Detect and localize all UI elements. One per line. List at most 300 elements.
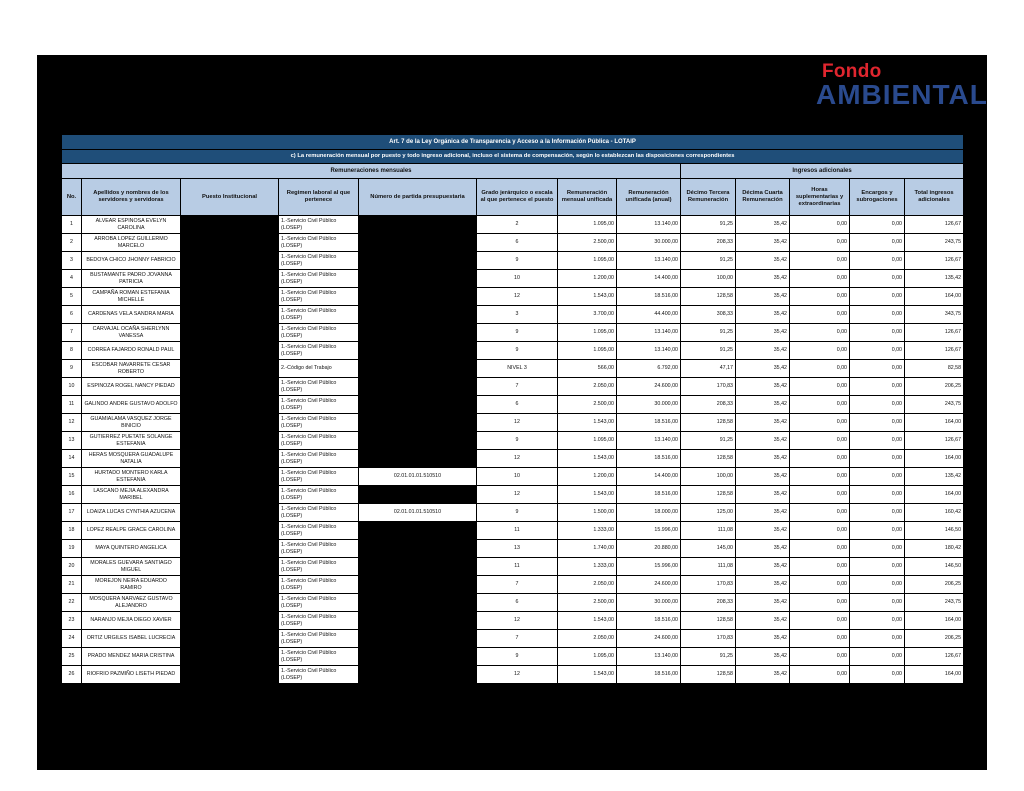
cell-puesto bbox=[181, 522, 279, 540]
cell-decimo-cuarta: 35,42 bbox=[736, 486, 790, 504]
cell-puesto bbox=[181, 234, 279, 252]
cell-grado: 11 bbox=[477, 522, 558, 540]
cell-total: 180,42 bbox=[905, 540, 964, 558]
cell-no: 8 bbox=[62, 342, 82, 360]
cell-puesto bbox=[181, 558, 279, 576]
cell-regimen: 1.-Servicio Civil Público (LOSEP) bbox=[279, 252, 359, 270]
cell-no: 25 bbox=[62, 648, 82, 666]
cell-partida bbox=[359, 450, 477, 468]
cell-rmu: 1.095,00 bbox=[558, 324, 617, 342]
cell-total: 126,67 bbox=[905, 648, 964, 666]
table-row bbox=[62, 450, 964, 468]
cell-no: 9 bbox=[62, 360, 82, 378]
cell-encargos: 0,00 bbox=[850, 486, 905, 504]
cell-grado: 11 bbox=[477, 558, 558, 576]
cell-rmu: 1.543,00 bbox=[558, 450, 617, 468]
cell-grado: 7 bbox=[477, 630, 558, 648]
cell-partida bbox=[359, 558, 477, 576]
section-ingresos: Ingresos adicionales bbox=[681, 164, 964, 179]
cell-encargos: 0,00 bbox=[850, 612, 905, 630]
cell-total: 343,75 bbox=[905, 306, 964, 324]
cell-partida bbox=[359, 234, 477, 252]
cell-rmu: 2.050,00 bbox=[558, 630, 617, 648]
cell-puesto bbox=[181, 504, 279, 522]
cell-encargos: 0,00 bbox=[850, 396, 905, 414]
cell-decimo-tercera: 208,33 bbox=[681, 396, 736, 414]
cell-horas-extra: 0,00 bbox=[790, 234, 850, 252]
cell-regimen: 1.-Servicio Civil Público (LOSEP) bbox=[279, 378, 359, 396]
cell-nombre: LASCANO MEJIA ALEXANDRA MARIBEL bbox=[82, 486, 181, 504]
cell-decimo-tercera: 91,25 bbox=[681, 648, 736, 666]
cell-total: 206,25 bbox=[905, 378, 964, 396]
cell-total: 126,67 bbox=[905, 216, 964, 234]
cell-partida bbox=[359, 432, 477, 450]
cell-decimo-cuarta: 35,42 bbox=[736, 324, 790, 342]
cell-no: 15 bbox=[62, 468, 82, 486]
cell-decimo-tercera: 91,25 bbox=[681, 324, 736, 342]
cell-no: 11 bbox=[62, 396, 82, 414]
cell-decimo-cuarta: 35,42 bbox=[736, 468, 790, 486]
cell-total: 126,67 bbox=[905, 432, 964, 450]
cell-decimo-tercera: 100,00 bbox=[681, 468, 736, 486]
cell-rmu: 1.543,00 bbox=[558, 414, 617, 432]
cell-grado: 7 bbox=[477, 378, 558, 396]
cell-puesto bbox=[181, 378, 279, 396]
cell-grado: 12 bbox=[477, 612, 558, 630]
cell-decimo-tercera: 308,33 bbox=[681, 306, 736, 324]
cell-decimo-cuarta: 35,42 bbox=[736, 252, 790, 270]
cell-puesto bbox=[181, 306, 279, 324]
cell-regimen: 1.-Servicio Civil Público (LOSEP) bbox=[279, 558, 359, 576]
cell-grado: 3 bbox=[477, 306, 558, 324]
cell-nombre: ALVEAR ESPINOSA EVELYN CAROLINA bbox=[82, 216, 181, 234]
table-row bbox=[62, 360, 964, 378]
cell-decimo-tercera: 91,25 bbox=[681, 216, 736, 234]
cell-partida bbox=[359, 396, 477, 414]
cell-partida bbox=[359, 666, 477, 684]
cell-rmu: 1.095,00 bbox=[558, 342, 617, 360]
cell-encargos: 0,00 bbox=[850, 576, 905, 594]
table-row bbox=[62, 306, 964, 324]
cell-total: 146,50 bbox=[905, 522, 964, 540]
cell-no: 22 bbox=[62, 594, 82, 612]
cell-horas-extra: 0,00 bbox=[790, 612, 850, 630]
cell-total: 243,75 bbox=[905, 594, 964, 612]
cell-rmu-anual: 13.140,00 bbox=[617, 252, 681, 270]
cell-regimen: 2.-Código del Trabajo bbox=[279, 360, 359, 378]
section-remuneraciones: Remuneraciones mensuales bbox=[62, 164, 681, 179]
cell-nombre: HERAS MOSQUERA GUADALUPE NATALIA bbox=[82, 450, 181, 468]
cell-nombre: GUTIERREZ PUETATE SOLANGE ESTEFANIA bbox=[82, 432, 181, 450]
cell-decimo-cuarta: 35,42 bbox=[736, 522, 790, 540]
cell-grado: 12 bbox=[477, 450, 558, 468]
cell-encargos: 0,00 bbox=[850, 522, 905, 540]
cell-nombre: MOSQUERA NARVAEZ GUSTAVO ALEJANDRO bbox=[82, 594, 181, 612]
cell-regimen: 1.-Servicio Civil Público (LOSEP) bbox=[279, 576, 359, 594]
cell-grado: 2 bbox=[477, 216, 558, 234]
cell-decimo-tercera: 91,25 bbox=[681, 252, 736, 270]
cell-nombre: LOPEZ REALPE GRACE CAROLINA bbox=[82, 522, 181, 540]
cell-regimen: 1.-Servicio Civil Público (LOSEP) bbox=[279, 648, 359, 666]
header-apellidos-nombres: Apellidos y nombres de los servidores y servidoras bbox=[82, 179, 181, 216]
cell-horas-extra: 0,00 bbox=[790, 306, 850, 324]
cell-regimen: 1.-Servicio Civil Público (LOSEP) bbox=[279, 342, 359, 360]
cell-rmu-anual: 24.600,00 bbox=[617, 630, 681, 648]
logo-line-2: AMBIENTAL bbox=[816, 79, 988, 110]
cell-nombre: ARROBA LOPEZ GUILLERMO MARCELO bbox=[82, 234, 181, 252]
cell-partida bbox=[359, 216, 477, 234]
cell-horas-extra: 0,00 bbox=[790, 252, 850, 270]
header-regimen: Regimen laboral al que pertenece bbox=[279, 179, 359, 216]
cell-total: 243,75 bbox=[905, 396, 964, 414]
cell-total: 126,67 bbox=[905, 324, 964, 342]
cell-decimo-tercera: 170,83 bbox=[681, 378, 736, 396]
cell-encargos: 0,00 bbox=[850, 270, 905, 288]
cell-total: 135,42 bbox=[905, 270, 964, 288]
table-row bbox=[62, 288, 964, 306]
cell-decimo-cuarta: 35,42 bbox=[736, 558, 790, 576]
cell-total: 206,25 bbox=[905, 630, 964, 648]
cell-decimo-tercera: 128,58 bbox=[681, 414, 736, 432]
cell-decimo-tercera: 170,83 bbox=[681, 576, 736, 594]
cell-puesto bbox=[181, 252, 279, 270]
cell-regimen: 1.-Servicio Civil Público (LOSEP) bbox=[279, 450, 359, 468]
cell-horas-extra: 0,00 bbox=[790, 576, 850, 594]
cell-total: 164,00 bbox=[905, 612, 964, 630]
cell-decimo-cuarta: 35,42 bbox=[736, 414, 790, 432]
cell-puesto bbox=[181, 432, 279, 450]
header-rmu-anual: Remuneración unificada (anual) bbox=[617, 179, 681, 216]
cell-grado: 12 bbox=[477, 288, 558, 306]
cell-regimen: 1.-Servicio Civil Público (LOSEP) bbox=[279, 540, 359, 558]
cell-decimo-tercera: 145,00 bbox=[681, 540, 736, 558]
cell-regimen: 1.-Servicio Civil Público (LOSEP) bbox=[279, 432, 359, 450]
cell-nombre: CAMPAÑA ROMAN ESTEFANIA MICHELLE bbox=[82, 288, 181, 306]
cell-grado: 9 bbox=[477, 252, 558, 270]
cell-rmu: 1.095,00 bbox=[558, 432, 617, 450]
cell-no: 6 bbox=[62, 306, 82, 324]
cell-horas-extra: 0,00 bbox=[790, 648, 850, 666]
cell-horas-extra: 0,00 bbox=[790, 540, 850, 558]
cell-horas-extra: 0,00 bbox=[790, 486, 850, 504]
header-rmu: Remuneración mensual unificada bbox=[558, 179, 617, 216]
cell-grado: 6 bbox=[477, 396, 558, 414]
cell-puesto bbox=[181, 288, 279, 306]
cell-partida bbox=[359, 594, 477, 612]
cell-rmu-anual: 18.516,00 bbox=[617, 288, 681, 306]
cell-rmu-anual: 30.000,00 bbox=[617, 234, 681, 252]
cell-decimo-cuarta: 35,42 bbox=[736, 594, 790, 612]
cell-partida bbox=[359, 540, 477, 558]
cell-total: 126,67 bbox=[905, 252, 964, 270]
table-title: Art. 7 de la Ley Orgánica de Transparencia y Acceso a la Información Pública - LOTAIP bbox=[62, 135, 964, 150]
cell-encargos: 0,00 bbox=[850, 324, 905, 342]
cell-rmu: 1.543,00 bbox=[558, 612, 617, 630]
cell-nombre: ESCOBAR NAVARRETE CESAR ROBERTO bbox=[82, 360, 181, 378]
cell-horas-extra: 0,00 bbox=[790, 270, 850, 288]
cell-decimo-tercera: 128,58 bbox=[681, 486, 736, 504]
cell-no: 23 bbox=[62, 612, 82, 630]
cell-regimen: 1.-Servicio Civil Público (LOSEP) bbox=[279, 396, 359, 414]
cell-puesto bbox=[181, 612, 279, 630]
cell-grado: 6 bbox=[477, 594, 558, 612]
cell-regimen: 1.-Servicio Civil Público (LOSEP) bbox=[279, 306, 359, 324]
cell-decimo-tercera: 128,58 bbox=[681, 666, 736, 684]
cell-grado: 13 bbox=[477, 540, 558, 558]
cell-rmu-anual: 14.400,00 bbox=[617, 270, 681, 288]
cell-rmu: 1.095,00 bbox=[558, 252, 617, 270]
header-partida: Número de partida presupuestaria bbox=[359, 179, 477, 216]
cell-regimen: 1.-Servicio Civil Público (LOSEP) bbox=[279, 666, 359, 684]
cell-encargos: 0,00 bbox=[850, 666, 905, 684]
cell-horas-extra: 0,00 bbox=[790, 216, 850, 234]
cell-partida bbox=[359, 576, 477, 594]
header-encargos: Encargos y subrogaciones bbox=[850, 179, 905, 216]
cell-puesto bbox=[181, 342, 279, 360]
table-row bbox=[62, 558, 964, 576]
cell-rmu-anual: 24.600,00 bbox=[617, 378, 681, 396]
cell-encargos: 0,00 bbox=[850, 252, 905, 270]
table-row bbox=[62, 486, 964, 504]
cell-encargos: 0,00 bbox=[850, 342, 905, 360]
table-subtitle-row bbox=[62, 150, 964, 164]
cell-partida bbox=[359, 414, 477, 432]
fondo-ambiental-logo bbox=[816, 61, 988, 110]
table-row bbox=[62, 576, 964, 594]
cell-decimo-cuarta: 35,42 bbox=[736, 378, 790, 396]
cell-no: 14 bbox=[62, 450, 82, 468]
cell-puesto bbox=[181, 216, 279, 234]
remuneration-table bbox=[61, 134, 964, 684]
cell-nombre: LOAIZA LUCAS CYNTHIA AZUCENA bbox=[82, 504, 181, 522]
cell-grado: NIVEL 3 bbox=[477, 360, 558, 378]
cell-nombre: BEDOYA CHICO JHONNY FABRICIO bbox=[82, 252, 181, 270]
cell-no: 17 bbox=[62, 504, 82, 522]
cell-total: 160,42 bbox=[905, 504, 964, 522]
cell-rmu: 1.333,00 bbox=[558, 522, 617, 540]
cell-nombre: MAYA QUINTERO ANGELICA bbox=[82, 540, 181, 558]
cell-encargos: 0,00 bbox=[850, 468, 905, 486]
cell-regimen: 1.-Servicio Civil Público (LOSEP) bbox=[279, 522, 359, 540]
cell-decimo-cuarta: 35,42 bbox=[736, 666, 790, 684]
cell-decimo-tercera: 125,00 bbox=[681, 504, 736, 522]
header-horas-extra: Horas suplementarias y extraordinarias bbox=[790, 179, 850, 216]
table-row bbox=[62, 648, 964, 666]
table-row bbox=[62, 396, 964, 414]
cell-decimo-cuarta: 35,42 bbox=[736, 216, 790, 234]
cell-nombre: CARVAJAL OCAÑA SHERLYNN VANESSA bbox=[82, 324, 181, 342]
cell-horas-extra: 0,00 bbox=[790, 468, 850, 486]
cell-horas-extra: 0,00 bbox=[790, 414, 850, 432]
cell-nombre: MOREJON NEIRA EDUARDO RAMIRO bbox=[82, 576, 181, 594]
cell-decimo-tercera: 208,33 bbox=[681, 594, 736, 612]
cell-no: 1 bbox=[62, 216, 82, 234]
cell-regimen: 1.-Servicio Civil Público (LOSEP) bbox=[279, 612, 359, 630]
cell-rmu-anual: 18.516,00 bbox=[617, 612, 681, 630]
table-row bbox=[62, 522, 964, 540]
cell-no: 24 bbox=[62, 630, 82, 648]
table-row bbox=[62, 540, 964, 558]
table-row bbox=[62, 234, 964, 252]
cell-puesto bbox=[181, 270, 279, 288]
cell-puesto bbox=[181, 630, 279, 648]
cell-rmu: 2.500,00 bbox=[558, 396, 617, 414]
cell-horas-extra: 0,00 bbox=[790, 360, 850, 378]
cell-regimen: 1.-Servicio Civil Público (LOSEP) bbox=[279, 288, 359, 306]
cell-encargos: 0,00 bbox=[850, 594, 905, 612]
cell-total: 206,25 bbox=[905, 576, 964, 594]
cell-regimen: 1.-Servicio Civil Público (LOSEP) bbox=[279, 594, 359, 612]
cell-encargos: 0,00 bbox=[850, 306, 905, 324]
cell-rmu-anual: 30.000,00 bbox=[617, 396, 681, 414]
cell-partida bbox=[359, 360, 477, 378]
cell-decimo-cuarta: 35,42 bbox=[736, 504, 790, 522]
cell-regimen: 1.-Servicio Civil Público (LOSEP) bbox=[279, 630, 359, 648]
cell-decimo-tercera: 91,25 bbox=[681, 342, 736, 360]
table-row bbox=[62, 432, 964, 450]
cell-grado: 9 bbox=[477, 324, 558, 342]
cell-puesto bbox=[181, 576, 279, 594]
cell-rmu-anual: 15.996,00 bbox=[617, 558, 681, 576]
cell-decimo-cuarta: 35,42 bbox=[736, 630, 790, 648]
cell-rmu: 1.095,00 bbox=[558, 648, 617, 666]
cell-nombre: GUAMIALAMA VASQUEZ JORGE BINICIO bbox=[82, 414, 181, 432]
cell-rmu-anual: 24.600,00 bbox=[617, 576, 681, 594]
cell-total: 164,00 bbox=[905, 486, 964, 504]
cell-rmu: 3.700,00 bbox=[558, 306, 617, 324]
table-row bbox=[62, 468, 964, 486]
cell-regimen: 1.-Servicio Civil Público (LOSEP) bbox=[279, 504, 359, 522]
cell-decimo-cuarta: 35,42 bbox=[736, 576, 790, 594]
header-decimo-tercera: Décimo Tercera Remuneración bbox=[681, 179, 736, 216]
table-row bbox=[62, 324, 964, 342]
cell-nombre: CARDENAS VELA SANDRA MARIA bbox=[82, 306, 181, 324]
cell-rmu-anual: 18.516,00 bbox=[617, 666, 681, 684]
cell-rmu-anual: 13.140,00 bbox=[617, 216, 681, 234]
cell-grado: 10 bbox=[477, 468, 558, 486]
cell-rmu: 1.200,00 bbox=[558, 468, 617, 486]
cell-total: 126,67 bbox=[905, 342, 964, 360]
cell-decimo-cuarta: 35,42 bbox=[736, 270, 790, 288]
cell-decimo-cuarta: 35,42 bbox=[736, 432, 790, 450]
cell-no: 13 bbox=[62, 432, 82, 450]
header-decimo-cuarta: Décima Cuarta Remuneración bbox=[736, 179, 790, 216]
cell-partida bbox=[359, 648, 477, 666]
cell-puesto bbox=[181, 540, 279, 558]
cell-rmu-anual: 18.000,00 bbox=[617, 504, 681, 522]
cell-horas-extra: 0,00 bbox=[790, 342, 850, 360]
cell-horas-extra: 0,00 bbox=[790, 324, 850, 342]
cell-decimo-tercera: 47,17 bbox=[681, 360, 736, 378]
table-row bbox=[62, 414, 964, 432]
cell-no: 2 bbox=[62, 234, 82, 252]
cell-rmu-anual: 30.000,00 bbox=[617, 594, 681, 612]
cell-regimen: 1.-Servicio Civil Público (LOSEP) bbox=[279, 324, 359, 342]
cell-decimo-cuarta: 35,42 bbox=[736, 288, 790, 306]
cell-no: 10 bbox=[62, 378, 82, 396]
cell-nombre: BUSTAMANTE PADRO JOVANNA PATRICIA bbox=[82, 270, 181, 288]
cell-total: 164,00 bbox=[905, 288, 964, 306]
cell-regimen: 1.-Servicio Civil Público (LOSEP) bbox=[279, 234, 359, 252]
header-puesto: Puesto Institucional bbox=[181, 179, 279, 216]
cell-horas-extra: 0,00 bbox=[790, 450, 850, 468]
cell-partida bbox=[359, 630, 477, 648]
cell-rmu-anual: 13.140,00 bbox=[617, 342, 681, 360]
cell-puesto bbox=[181, 648, 279, 666]
cell-rmu: 2.500,00 bbox=[558, 234, 617, 252]
cell-rmu-anual: 18.516,00 bbox=[617, 486, 681, 504]
cell-encargos: 0,00 bbox=[850, 630, 905, 648]
cell-total: 243,75 bbox=[905, 234, 964, 252]
cell-partida bbox=[359, 252, 477, 270]
cell-puesto bbox=[181, 486, 279, 504]
cell-decimo-tercera: 128,58 bbox=[681, 612, 736, 630]
cell-rmu-anual: 18.516,00 bbox=[617, 414, 681, 432]
cell-rmu: 566,00 bbox=[558, 360, 617, 378]
cell-puesto bbox=[181, 468, 279, 486]
cell-encargos: 0,00 bbox=[850, 450, 905, 468]
cell-nombre: RIOFRIO PAZMIÑO LISETH PIEDAD bbox=[82, 666, 181, 684]
logo-line-1: Fondo bbox=[822, 61, 882, 82]
cell-decimo-cuarta: 35,42 bbox=[736, 450, 790, 468]
cell-partida: 02.01.01.01.510510 bbox=[359, 504, 477, 522]
cell-grado: 12 bbox=[477, 486, 558, 504]
cell-regimen: 1.-Servicio Civil Público (LOSEP) bbox=[279, 414, 359, 432]
cell-horas-extra: 0,00 bbox=[790, 630, 850, 648]
cell-decimo-cuarta: 35,42 bbox=[736, 648, 790, 666]
cell-nombre: MORALES GUEVARA SANTIAGO MIGUEL bbox=[82, 558, 181, 576]
table-row bbox=[62, 594, 964, 612]
cell-rmu-anual: 13.140,00 bbox=[617, 648, 681, 666]
cell-no: 4 bbox=[62, 270, 82, 288]
cell-no: 16 bbox=[62, 486, 82, 504]
cell-decimo-cuarta: 35,42 bbox=[736, 342, 790, 360]
cell-no: 18 bbox=[62, 522, 82, 540]
header-grado: Grado jerárquico o escala al que pertenece el puesto bbox=[477, 179, 558, 216]
cell-decimo-tercera: 128,58 bbox=[681, 450, 736, 468]
cell-encargos: 0,00 bbox=[850, 378, 905, 396]
cell-encargos: 0,00 bbox=[850, 360, 905, 378]
cell-regimen: 1.-Servicio Civil Público (LOSEP) bbox=[279, 216, 359, 234]
cell-no: 20 bbox=[62, 558, 82, 576]
cell-total: 146,50 bbox=[905, 558, 964, 576]
cell-rmu: 2.050,00 bbox=[558, 576, 617, 594]
table-row bbox=[62, 216, 964, 234]
table-subtitle: c) La remuneración mensual por puesto y todo ingreso adicional, incluso el sistema de compensación, según lo establezcan las disposiciones correspondientes bbox=[62, 150, 964, 164]
cell-grado: 9 bbox=[477, 648, 558, 666]
cell-horas-extra: 0,00 bbox=[790, 378, 850, 396]
cell-no: 21 bbox=[62, 576, 82, 594]
cell-decimo-tercera: 170,83 bbox=[681, 630, 736, 648]
cell-partida bbox=[359, 270, 477, 288]
header-total-ingresos: Total ingresos adicionales bbox=[905, 179, 964, 216]
cell-decimo-tercera: 111,08 bbox=[681, 522, 736, 540]
cell-rmu: 1.500,00 bbox=[558, 504, 617, 522]
cell-no: 5 bbox=[62, 288, 82, 306]
table-row bbox=[62, 504, 964, 522]
cell-encargos: 0,00 bbox=[850, 558, 905, 576]
cell-partida bbox=[359, 288, 477, 306]
cell-grado: 12 bbox=[477, 414, 558, 432]
cell-decimo-cuarta: 35,42 bbox=[736, 360, 790, 378]
cell-grado: 9 bbox=[477, 504, 558, 522]
header-no: No. bbox=[62, 179, 82, 216]
cell-horas-extra: 0,00 bbox=[790, 558, 850, 576]
cell-decimo-cuarta: 35,42 bbox=[736, 612, 790, 630]
cell-encargos: 0,00 bbox=[850, 504, 905, 522]
cell-decimo-cuarta: 35,42 bbox=[736, 234, 790, 252]
table-row bbox=[62, 270, 964, 288]
